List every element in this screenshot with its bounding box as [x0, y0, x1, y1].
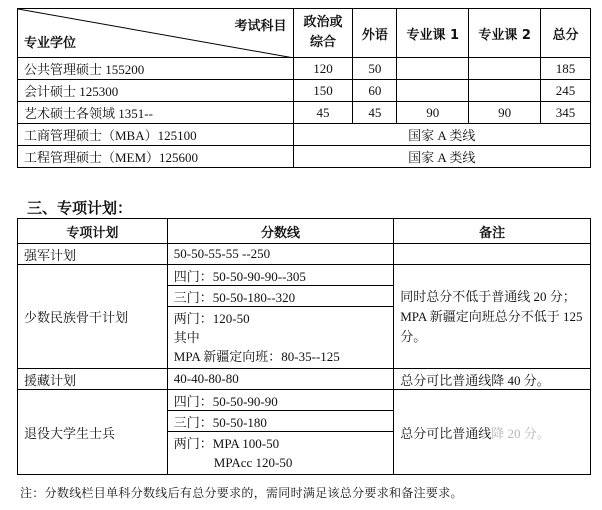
degree-score-table	[17, 8, 591, 168]
total-cell: 185	[541, 58, 591, 80]
score-line: 三门：50-50-180	[167, 411, 393, 432]
degree-name: 会计硕士 125300	[18, 80, 294, 102]
table-header-row	[18, 219, 591, 244]
table-row	[18, 390, 591, 411]
header-language: 外语	[353, 9, 397, 58]
diagonal-header-cell	[18, 9, 294, 58]
note-cell	[394, 244, 591, 265]
score-line: 四门：50-50-90-90	[167, 390, 393, 411]
plan-name: 援藏计划	[18, 369, 168, 390]
plan-name: 退役大学生士兵	[18, 390, 168, 475]
score-cell: 150	[293, 80, 353, 102]
table-row	[18, 102, 591, 124]
header-total: 总分	[541, 9, 591, 58]
header-politics: 政治或 综合	[293, 9, 353, 58]
score-cell	[397, 58, 469, 80]
degree-name: 公共管理硕士 155200	[18, 58, 294, 80]
section-title: 三、专项计划：	[27, 199, 133, 217]
score-text: 两门：120-50	[173, 311, 250, 326]
plan-name: 强军计划	[18, 244, 168, 265]
score-cell: 45	[353, 102, 397, 124]
header-score: 分数线	[167, 219, 393, 244]
merged-score-cell: 国家 A 类线	[293, 124, 591, 146]
degree-name: 工商管理硕士（MBA）125100	[18, 124, 294, 146]
note-cell: 同时总分不低于普通线 20 分；MPA 新疆定向班总分不低于 125 分。	[394, 265, 591, 369]
score-cell: 120	[293, 58, 353, 80]
total-cell: 245	[541, 80, 591, 102]
score-cell	[469, 58, 541, 80]
degree-name: 工程管理硕士（MEM）125600	[18, 146, 294, 168]
header-exam-subjects: 考试科目	[234, 19, 287, 34]
score-line: 三门：50-50-180--320	[167, 286, 393, 307]
header-major-2: 专业课 2	[469, 9, 541, 58]
score-cell	[397, 80, 469, 102]
header-degree: 专业学位	[24, 36, 77, 51]
header-plan: 专项计划	[18, 219, 168, 244]
score-cell	[469, 80, 541, 102]
table-row	[18, 146, 591, 168]
table-row	[18, 80, 591, 102]
header-major-1: 专业课 1	[397, 9, 469, 58]
score-line: 四门：50-50-90-90--305	[167, 265, 393, 286]
score-cell: 50	[353, 58, 397, 80]
score-text: MPAcc 120-50	[213, 455, 293, 470]
merged-score-cell: 国家 A 类线	[293, 146, 591, 168]
note-cell: 总分可比普通线降 40 分。	[394, 369, 591, 390]
note-text-faded: 降 20 分。	[491, 425, 550, 441]
table-header-row	[18, 9, 591, 58]
score-line: 50-50-55-55 --250	[167, 244, 393, 265]
table-row	[18, 265, 591, 286]
table-row	[18, 58, 591, 80]
score-text: 两门：MPA 100-50	[173, 436, 280, 451]
score-line-multi	[167, 432, 393, 475]
score-cell: 60	[353, 80, 397, 102]
plan-name: 少数民族骨干计划	[18, 265, 168, 369]
score-text: MPA 新疆定向班：80-35--125	[173, 349, 340, 364]
score-line: 40-40-80-80	[167, 369, 393, 390]
footer-note: 注：分数线栏目单科分数线后有总分要求的，需同时满足该总分要求和备注要求。	[20, 486, 463, 500]
note-text: 总分可比普通线	[400, 425, 492, 441]
score-cell: 90	[397, 102, 469, 124]
special-plan-table	[17, 218, 591, 475]
score-cell: 45	[293, 102, 353, 124]
table-row	[18, 369, 591, 390]
degree-name: 艺术硕士各领域 1351--	[18, 102, 294, 124]
table-row	[18, 124, 591, 146]
note-cell	[394, 390, 591, 475]
header-note: 备注	[394, 219, 591, 244]
score-line-multi	[167, 307, 393, 369]
total-cell: 345	[541, 102, 591, 124]
score-cell: 90	[469, 102, 541, 124]
table-row	[18, 244, 591, 265]
score-text: 其中	[173, 330, 200, 345]
